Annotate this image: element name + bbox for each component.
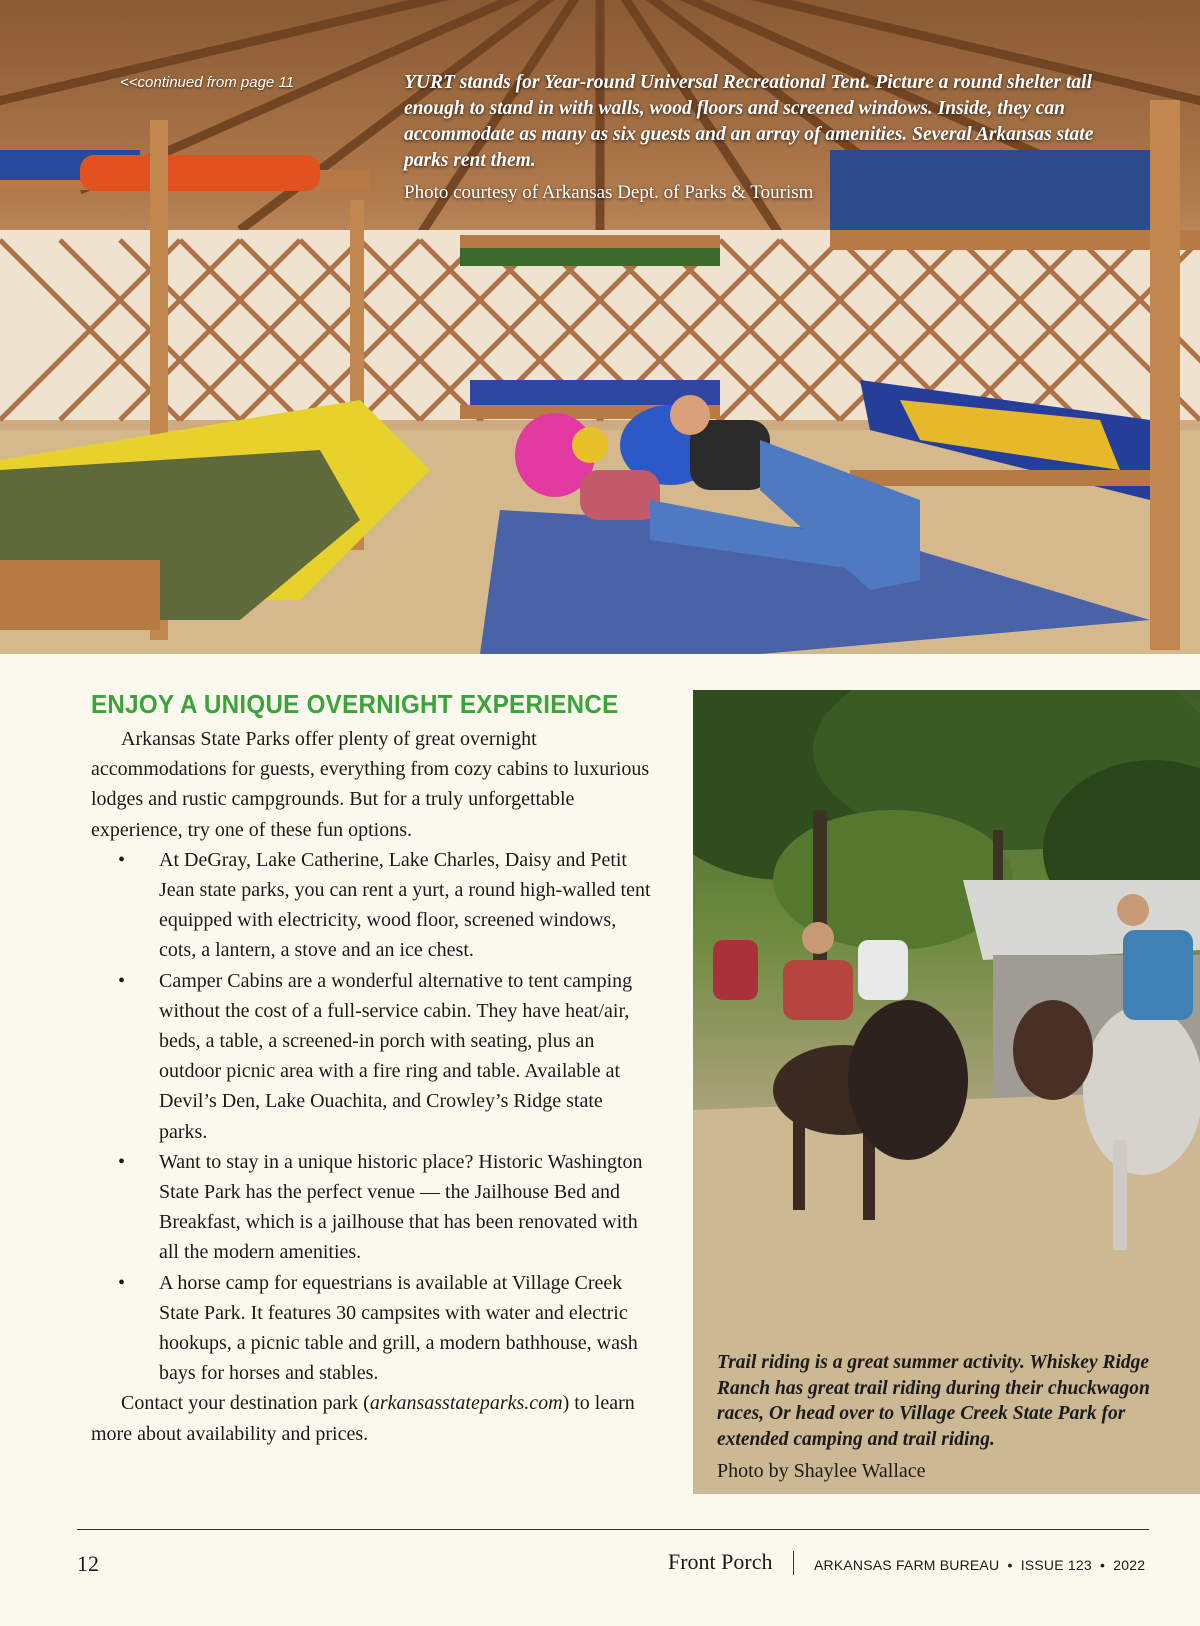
list-item	[91, 1147, 651, 1268]
caption-text: Trail riding is a great summer activity. Whiskey Ridge Ranch has great trail riding during their chuckwagon races, Or head over to Village Creek State Park for extended camping and trail riding.	[717, 1352, 1150, 1450]
caption-text: YURT stands for Year-round Universal Recreational Tent. Picture a round shelter tall enough to stand in with walls, wood floors and screened windows. Inside, they can accommodate as many as six guests and an array of amenities. Several Arkansas state parks rent them.	[404, 72, 1094, 171]
intro-paragraph: Arkansas State Parks offer plenty of great overnight accommodations for guests, everything from cozy cabins to luxurious lodges and rustic campgrounds. But for a truly unforgettable experience, try one of these fun options.	[91, 728, 650, 841]
list-item-text: At DeGray, Lake Catherine, Lake Charles, Daisy and Petit Jean state parks, you can rent a yurt, a round high-walled tent equipped with electricity, wood floor, screened windows, cots, a lantern, a stove and an ice chest.	[159, 848, 651, 962]
issue-number: ISSUE 123	[1020, 1557, 1092, 1573]
footer-dot: •	[1007, 1557, 1013, 1573]
list-item-text: A horse camp for equestrians is available at Village Creek State Park. It features 30 campsites with water and electric hookups, a picnic table and grill, a modern bathhouse, wash bays for horses and stables.	[159, 1271, 638, 1385]
article-headline: ENJOY A UNIQUE OVERNIGHT EXPERIENCE	[91, 689, 619, 719]
footer-separator	[793, 1551, 794, 1575]
issue-info	[814, 1557, 1145, 1573]
continued-note: <<continued from page 11	[120, 74, 295, 91]
footer-rule	[77, 1529, 1149, 1530]
contact-text-before: Contact your destination park (	[121, 1392, 370, 1415]
list-item	[91, 1268, 651, 1389]
article	[91, 688, 651, 1449]
photo-credit: Photo by Shaylee Wallace	[717, 1460, 926, 1482]
photo-credit: Photo courtesy of Arkansas Dept. of Parks & Tourism	[404, 182, 814, 203]
yurt-photo	[0, 0, 1200, 654]
website-link[interactable]: arkansasstateparks.com	[369, 1392, 563, 1415]
list-item	[91, 966, 651, 1147]
list-item-text: Want to stay in a unique historic place? Historic Washington State Park has the perfect venue — the Jailhouse Bed and Breakfast, which is a jailhouse that has been renovated with all the modern amenities.	[159, 1150, 643, 1264]
page-number: 12	[77, 1551, 99, 1576]
publisher-name: ARKANSAS FARM BUREAU	[814, 1557, 1000, 1573]
contact-text-after: ) to learn more about availability and prices.	[91, 1392, 635, 1445]
magazine-name: Front Porch	[668, 1549, 773, 1574]
list-item	[91, 845, 651, 966]
list-item-text: Camper Cabins are a wonderful alternative to tent camping without the cost of a full-service cabin. They have heat/air, beds, a table, a screened-in porch with seating, plus an outdoor picnic area with a fire ring and table. Available at Devil’s Den, Lake Ouachita, and Crowley’s Ridge state parks.	[159, 969, 633, 1143]
bullet-marker: •	[118, 1271, 126, 1294]
contact-paragraph	[91, 1388, 651, 1448]
footer-dot: •	[1100, 1557, 1106, 1573]
trail-riding-caption	[717, 1350, 1197, 1483]
bullet-marker: •	[118, 969, 126, 992]
yurt-photo-caption	[404, 70, 1104, 204]
options-list	[91, 845, 651, 1389]
bullet-marker: •	[118, 848, 126, 871]
trail-riding-photo	[693, 690, 1200, 1494]
issue-year: 2022	[1113, 1557, 1146, 1573]
bullet-marker: •	[118, 1150, 126, 1173]
